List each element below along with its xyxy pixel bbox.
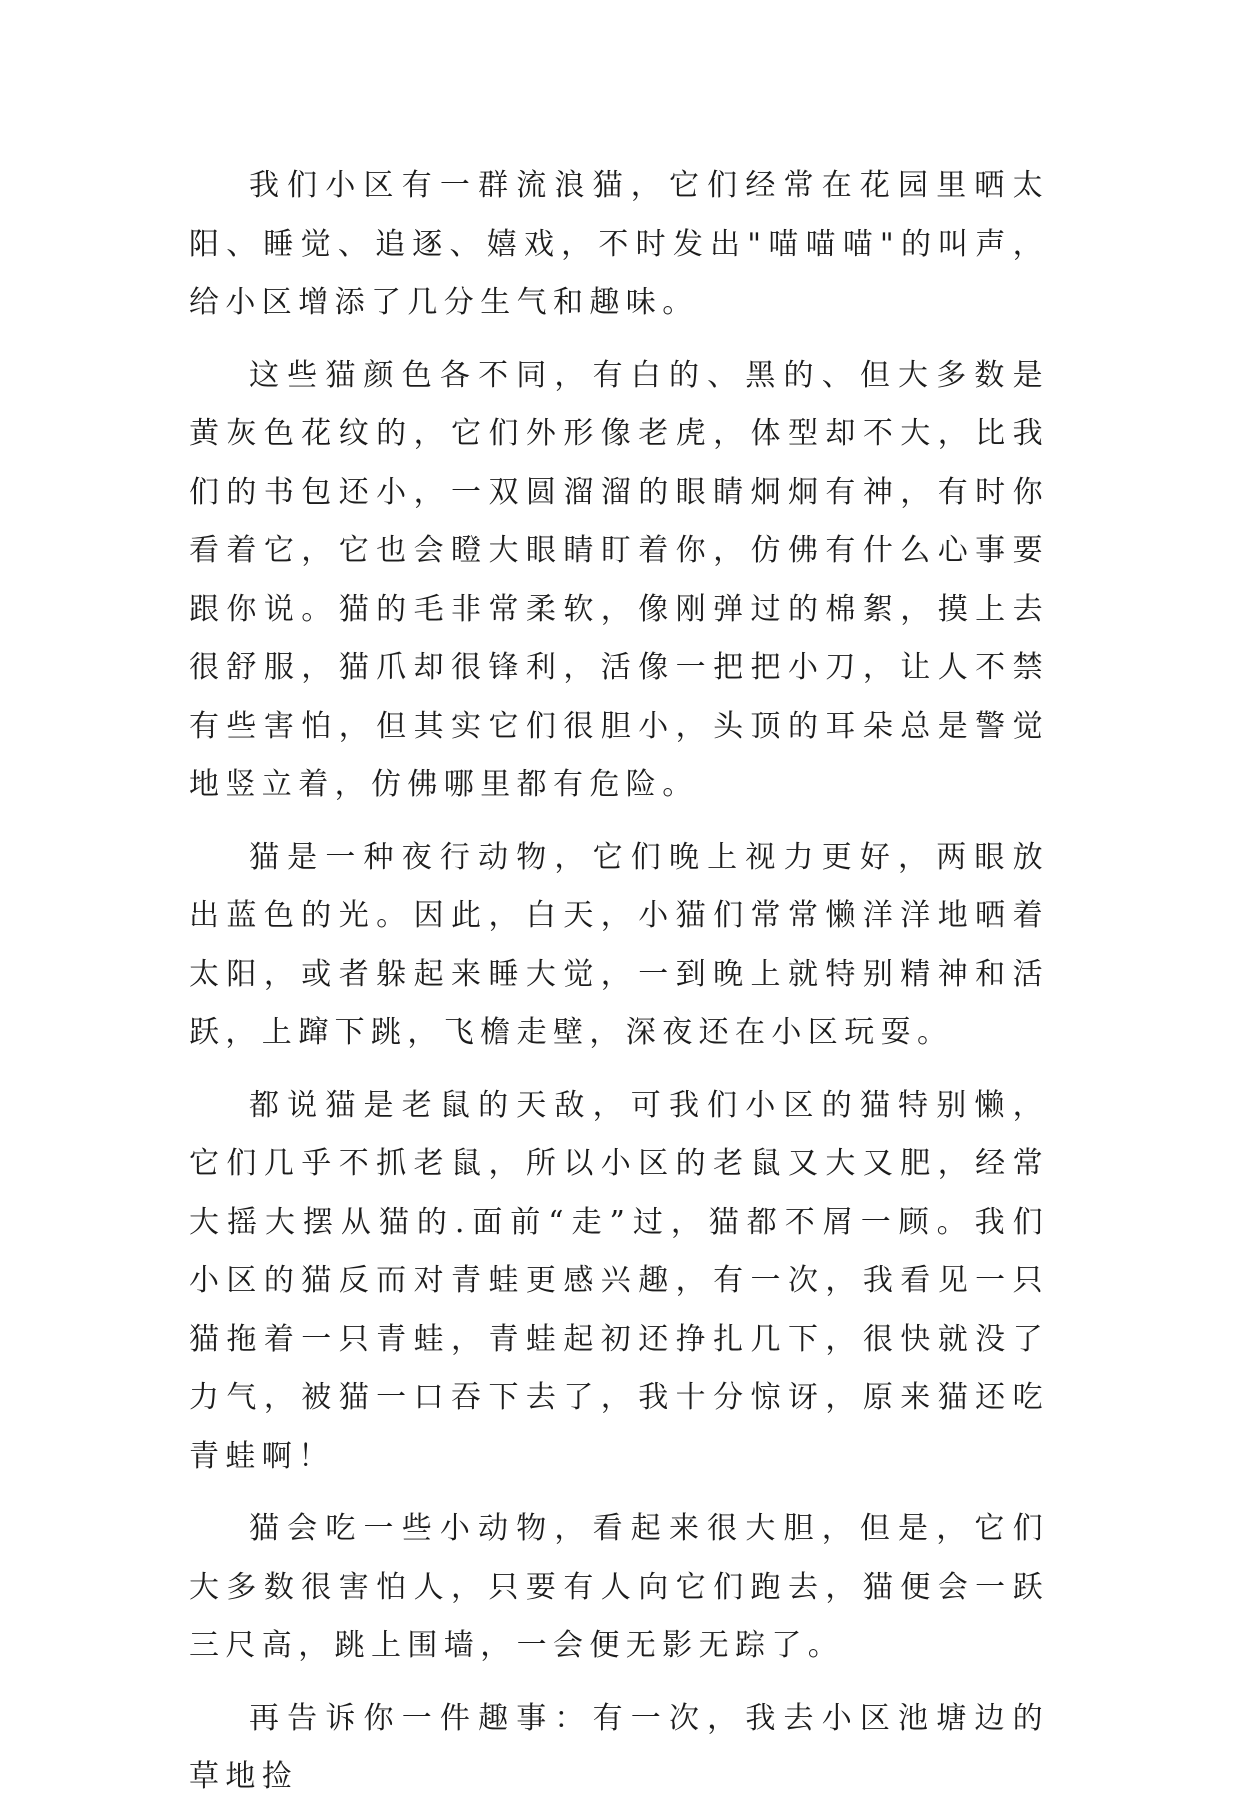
paragraph-6: 再告诉你一件趣事：有一次，我去小区池塘边的草地捡 — [189, 1700, 1049, 1794]
paragraph-2: 这些猫颜色各不同，有白的、黑的、但大多数是黄灰色花纹的，它们外形像老虎，体型却不大，比我们的书包还小，一双圆溜溜的眼睛炯炯有神，有时你看着它，它也会瞪大眼睛盯着你，仿佛有什么心事要跟你说。猫的毛非常柔软，像刚弹过的棉絮，摸上去很舒服，猫爪却很锋利，活像一把把小刀，让人不禁有些害怕，但其实它们很胆小，头顶的耳朵总是警觉地竖立着，仿佛哪里都有危险。 — [189, 357, 1049, 802]
paragraph-5: 猫会吃一些小动物，看起来很大胆，但是，它们大多数很害怕人，只要有人向它们跑去，猫便会一跃三尺高，跳上围墙，一会便无影无踪了。 — [189, 1511, 1049, 1663]
paragraph-3: 猫是一种夜行动物，它们晚上视力更好，两眼放出蓝色的光。因此，白天，小猫们常常懒洋洋地晒着太阳，或者躲起来睡大觉，一到晚上就特别精神和活跃，上蹿下跳，飞檐走壁，深夜还在小区玩耍。 — [189, 839, 1049, 1050]
paragraph-4: 都说猫是老鼠的天敌，可我们小区的猫特别懒，它们几乎不抓老鼠，所以小区的老鼠又大又肥，经常大摇大摆从猫的.面前“走”过，猫都不屑一顾。我们小区的猫反而对青蛙更感兴趣，有一次，我看见一只猫拖着一只青蛙，青蛙起初还挣扎几下，很快就没了力气，被猫一口吞下去了，我十分惊讶，原来猫还吃青蛙啊！ — [189, 1087, 1049, 1474]
paragraph-1: 我们小区有一群流浪猫，它们经常在花园里晒太阳、睡觉、追逐、嬉戏，不时发出"喵喵喵"的叫声，给小区增添了几分生气和趣味。 — [189, 168, 1049, 320]
